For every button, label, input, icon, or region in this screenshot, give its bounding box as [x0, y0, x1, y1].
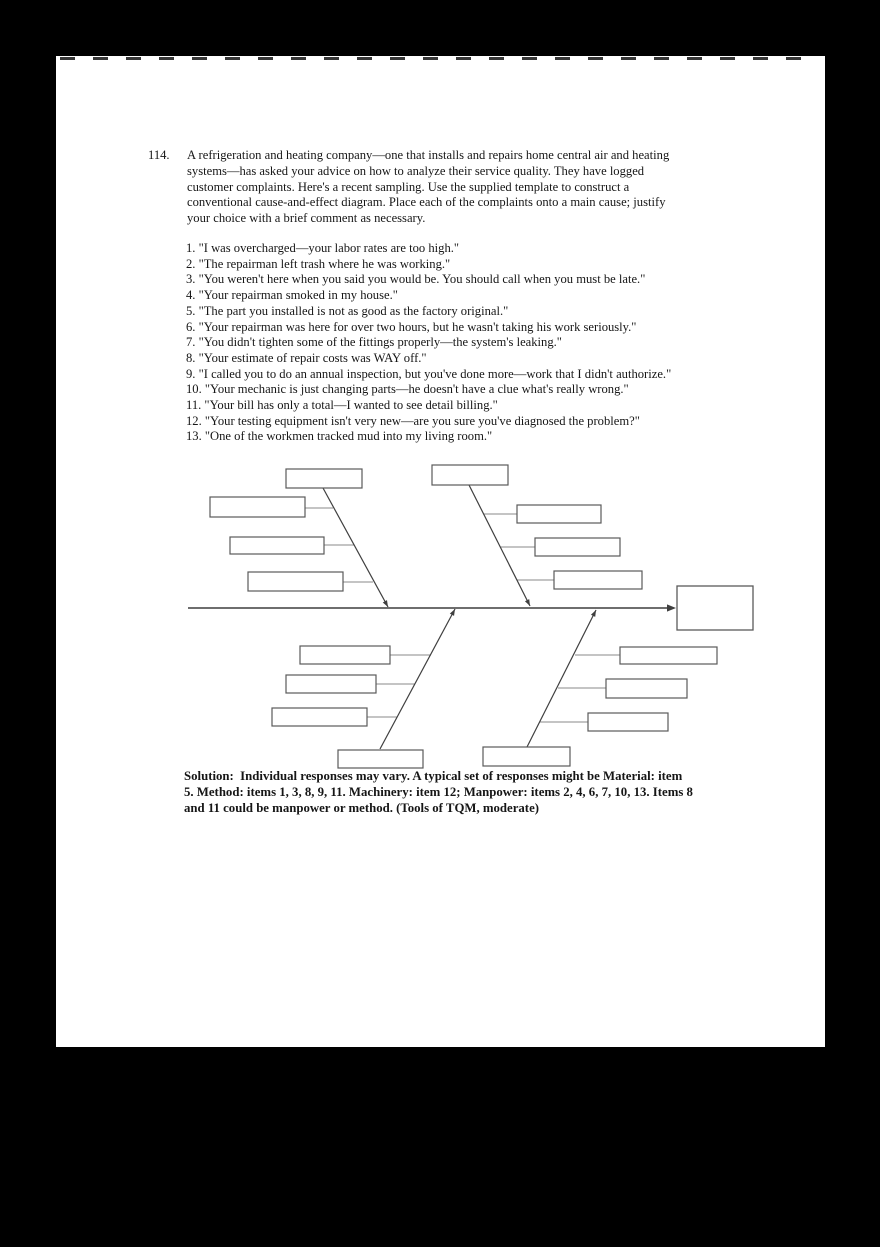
top-left-bone-arrow: [383, 600, 388, 607]
top-right-sub-box-3: [554, 571, 642, 589]
top-right-sub-box-2: [535, 538, 620, 556]
complaint-item: 9. "I called you to do an annual inspection, but you've done more—work that I didn't authorize.": [186, 366, 672, 381]
complaint-item: 8. "Your estimate of repair costs was WAY off.": [186, 350, 427, 365]
complaint-item: 7. "You didn't tighten some of the fittings properly—the system's leaking.": [186, 335, 562, 350]
top-left-cause-box: [286, 469, 362, 488]
top-right-bone: [469, 485, 530, 606]
bottom-right-cause-box: [483, 747, 570, 766]
complaint-item: 5. "The part you installed is not as good as the factory original.": [186, 303, 509, 318]
question-text-line: your choice with a brief comment as necessary.: [187, 211, 426, 226]
top-right-cause-box: [432, 465, 508, 485]
complaint-item: 11. "Your bill has only a total—I wanted to see detail billing.": [186, 398, 498, 413]
spine-arrow: [667, 604, 676, 611]
bottom-right-sub-box-3: [588, 713, 668, 731]
bottom-right-sub-box-2: [606, 679, 687, 698]
complaint-item: 1. "I was overcharged—your labor rates are too high.": [186, 241, 460, 255]
complaint-item: 12. "Your testing equipment isn't very new—are you sure you've diagnosed the problem?": [186, 413, 640, 428]
bottom-left-sub-box-2: [286, 675, 376, 693]
bottom-left-sub-box-3: [272, 708, 367, 726]
bottom-right-sub-box-1: [620, 647, 717, 664]
solution-block: [184, 768, 693, 816]
question-text-line: A refrigeration and heating company—one that installs and repairs home central air and heating: [187, 148, 670, 162]
top-right-sub-box-1: [517, 505, 601, 523]
complaint-item: 13. "One of the workmen tracked mud into my living room.": [186, 429, 493, 444]
top-right-bone-arrow: [525, 599, 530, 606]
top-left-sub-box-3: [248, 572, 343, 591]
question-text-line: systems—has asked your advice on how to analyze their service quality. They have logged: [187, 163, 645, 178]
document-page: [56, 56, 825, 1047]
top-left-sub-box-2: [230, 537, 324, 554]
question-text-line: customer complaints. Here's a recent sampling. Use the supplied template to construct a: [187, 179, 630, 194]
question-text-line: conventional cause-and-effect diagram. Place each of the complaints onto a main cause; justify: [187, 195, 666, 210]
complaint-item: 3. "You weren't here when you said you would be. You should call when you must be late.": [186, 272, 646, 287]
effect-box: [677, 586, 753, 630]
complaint-item: 4. "Your repairman smoked in my house.": [186, 288, 398, 303]
bottom-left-bone: [380, 609, 455, 749]
bottom-left-sub-box-1: [300, 646, 390, 664]
bottom-left-cause-box: [338, 750, 423, 768]
complaint-item: 10. "Your mechanic is just changing parts—he doesn't have a clue what's really wrong.": [186, 382, 629, 397]
top-left-sub-box-1: [210, 497, 305, 517]
solution-text-line: 5. Method: items 1, 3, 8, 9, 11. Machinery: item 12; Manpower: items 2, 4, 6, 7, 10, 13. Items 8: [184, 785, 693, 800]
solution-text-line: and 11 could be manpower or method. (Tools of TQM, moderate): [184, 801, 540, 816]
complaint-item: 2. "The repairman left trash where he was working.": [186, 256, 451, 271]
complaint-item: 6. "Your repairman was here for over two hours, but he wasn't taking his work seriously.": [186, 319, 637, 334]
question-number: 114.: [148, 148, 170, 162]
solution-text-line: Solution: Individual responses may vary. A typical set of responses might be Material: item: [184, 769, 683, 783]
bottom-right-bone: [527, 610, 596, 747]
bottom-right-bone-arrow: [591, 610, 596, 617]
fishbone-diagram: [56, 56, 825, 1047]
bottom-left-bone-arrow: [450, 609, 455, 616]
